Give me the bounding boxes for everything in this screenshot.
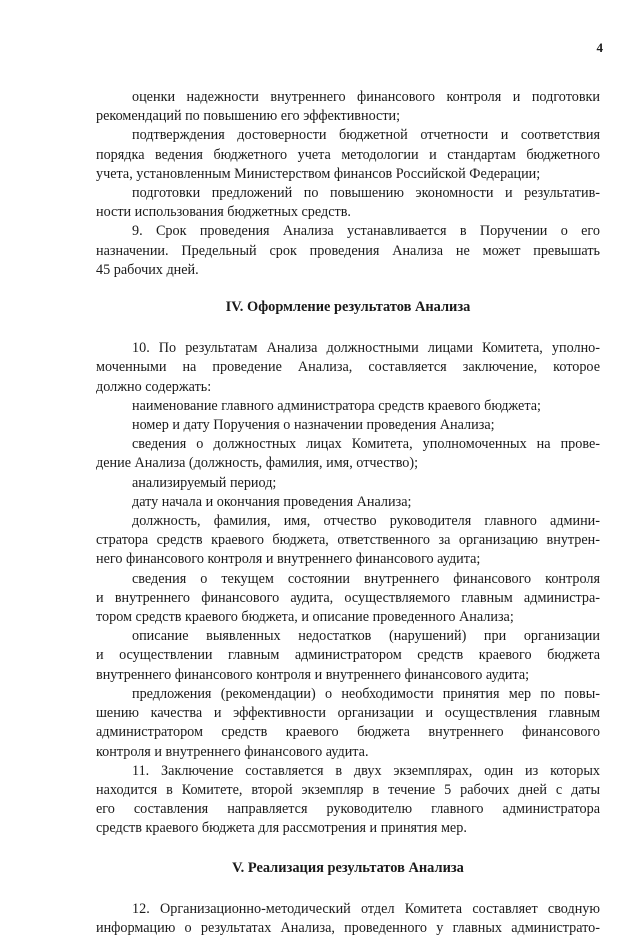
text-line: подтверждения достоверности бюджетной отчетности и соответствия <box>132 127 600 144</box>
paragraph <box>96 900 600 938</box>
text-line: 11. Заключение составляется в двух экземплярах, один из которых <box>132 762 600 779</box>
paragraph <box>96 493 600 512</box>
text-line: рекомендаций по повышению его эффективности; <box>96 108 401 125</box>
text-line: сведения о текущем состоянии внутреннего финансового контроля <box>132 570 600 587</box>
paragraph <box>96 88 600 126</box>
paragraph <box>96 627 600 685</box>
text-line: должно содержать: <box>96 378 212 395</box>
text-line: моченными на проведение Анализа, составляется заключение, которое <box>96 359 600 376</box>
text-line: наименование главного администратора средств краевого бюджета; <box>132 397 541 414</box>
text-line: тором средств краевого бюджета, и описание проведенного Анализа; <box>96 609 514 626</box>
paragraph <box>96 474 600 493</box>
section-heading-v: V. Реализация результатов Анализа <box>232 859 464 876</box>
section-iii-continuation <box>96 88 600 280</box>
text-line: 10. По результатам Анализа должностными лицами Комитета, уполно- <box>132 340 600 357</box>
paragraph <box>96 762 600 839</box>
text-line: и внутреннего финансового аудита, осуществляемого главным администра- <box>96 589 600 606</box>
paragraph <box>96 397 600 416</box>
paragraph <box>96 339 600 397</box>
paragraph <box>96 570 600 628</box>
text-line: должность, фамилия, имя, отчество руководителя главного админи- <box>132 513 600 530</box>
text-line: стратора средств краевого бюджета, ответственного за организацию внутрен- <box>96 532 600 549</box>
section-heading-iv: IV. Оформление результатов Анализа <box>225 299 471 316</box>
paragraph <box>96 416 600 435</box>
text-line: его составления направляется руководителю главного администратора <box>96 801 600 818</box>
section-iv-body <box>96 339 600 838</box>
paragraph <box>96 685 600 762</box>
text-line: подготовки предложений по повышению экономности и результатив- <box>132 185 600 202</box>
text-line: информацию о результатах Анализа, проведенного у главных администрато- <box>96 919 600 936</box>
text-line: учета, установленным Министерством финансов Российской Федерации; <box>96 165 541 182</box>
text-line: 12. Организационно-методический отдел Комитета составляет сводную <box>132 900 600 917</box>
text-line: него финансового контроля и внутреннего финансового аудита; <box>96 551 481 568</box>
text-line: ности использования бюджетных средств. <box>96 204 351 221</box>
paragraph <box>96 184 600 222</box>
text-line: предложения (рекомендации) о необходимости принятия мер по повы- <box>132 685 600 702</box>
text-line: 45 рабочих дней. <box>96 261 199 278</box>
text-line: оценки надежности внутреннего финансового контроля и подготовки <box>132 89 600 105</box>
paragraph <box>96 512 600 570</box>
text-line: 9. Срок проведения Анализа устанавливается в Поручении о его <box>132 223 600 240</box>
text-line: и осуществлении главным администратором средств краевого бюджета <box>96 647 600 664</box>
text-line: сведения о должностных лицах Комитета, уполномоченных на прове- <box>132 436 600 453</box>
text-line: описание выявленных недостатков (нарушений) при организации <box>132 628 600 645</box>
paragraph <box>96 435 600 473</box>
text-line: номер и дату Поручения о назначении проведения Анализа; <box>132 417 495 434</box>
text-line: порядка ведения бюджетного учета методологии и стандартам бюджетного <box>96 146 600 163</box>
text-line: дение Анализа (должность, фамилия, имя, отчество); <box>96 455 419 472</box>
paragraph <box>96 126 600 184</box>
text-line: контроля и внутреннего финансового аудита. <box>96 743 369 760</box>
page-number: 4 <box>596 40 603 55</box>
paragraph <box>96 222 600 280</box>
document-body <box>96 88 600 938</box>
section-v-body <box>96 900 600 938</box>
text-line: находится в Комитете, второй экземпляр в течение 5 рабочих дней с даты <box>96 781 600 798</box>
text-line: дату начала и окончания проведения Анализа; <box>132 493 412 510</box>
text-line: шению качества и эффективности организации и осуществления главным <box>96 705 600 722</box>
text-line: анализируемый период; <box>132 474 277 491</box>
text-line: средств краевого бюджета для рассмотрения и принятия мер. <box>96 820 467 837</box>
text-line: назначении. Предельный срок проведения Анализа не может превышать <box>96 242 600 259</box>
text-line: внутреннего финансового контроля и внутреннего финансового аудита; <box>96 666 530 683</box>
text-line: администратором средств краевого бюджета внутреннего финансового <box>96 724 600 741</box>
